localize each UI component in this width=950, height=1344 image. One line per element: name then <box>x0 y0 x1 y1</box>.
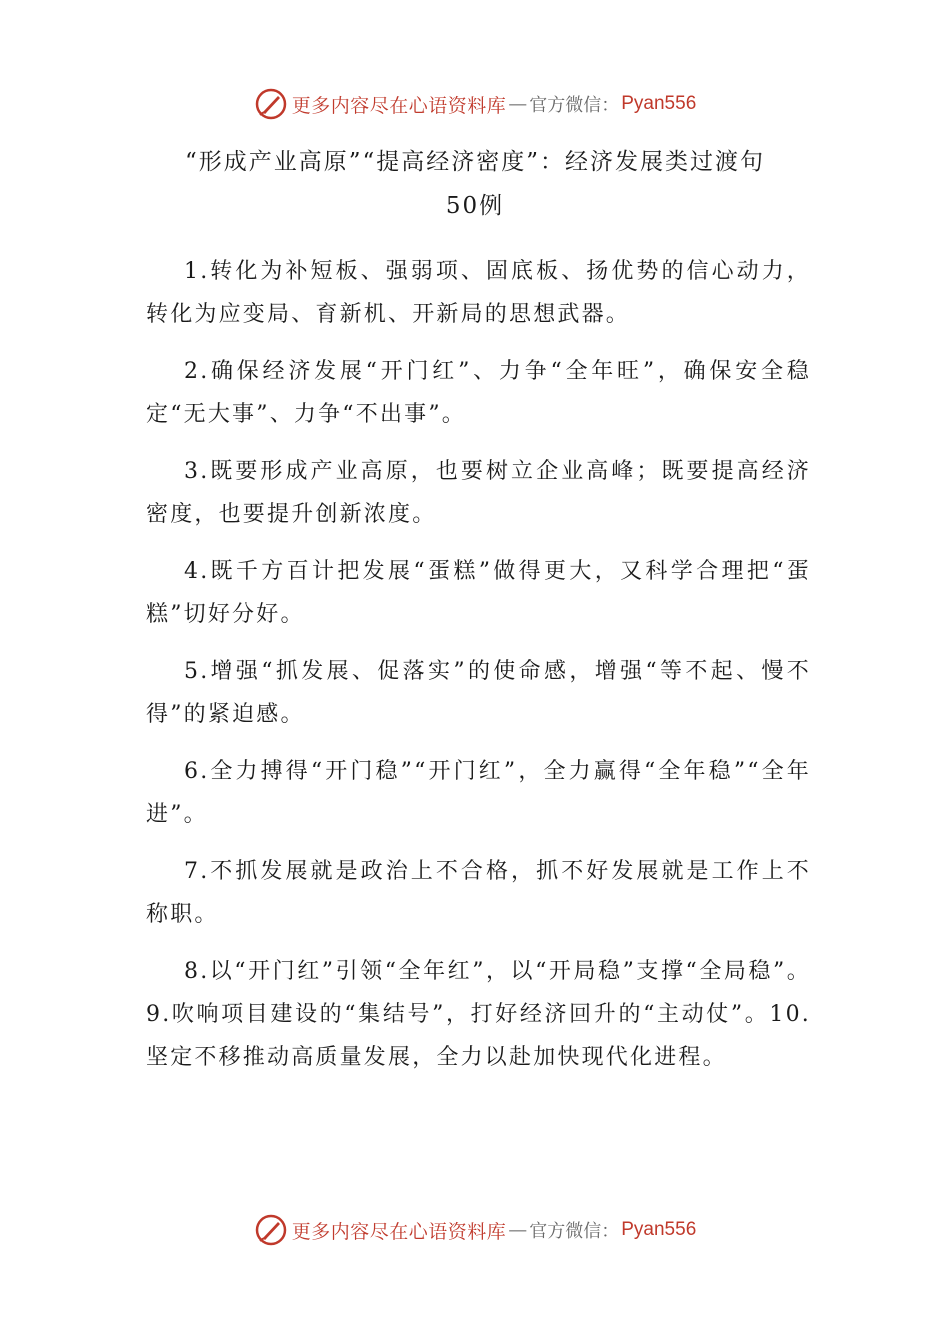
paragraph-6: 6.全力搏得“开门稳”“开门红”，全力赢得“全年稳”“全年进”。 <box>146 759 811 827</box>
paragraph-7: 7.不抓发展就是政治上不合格，抓不好发展就是工作上不称职。 <box>146 859 811 927</box>
paragraph-2: 2.确保经济发展“开门红”、力争“全年旺”，确保安全稳定“无大事”、力争“不出事”。 <box>146 359 811 427</box>
header-watermark <box>0 84 950 124</box>
watermark-wechat-id: Pyan556 <box>621 93 697 114</box>
title-line-1: “形成产业高原”“提高经济密度”：经济发展类过渡句 <box>184 149 766 175</box>
title-line-2: 50例 <box>445 193 505 219</box>
paragraph-3: 3.既要形成产业高原，也要树立企业高峰；既要提高经济密度，也要提升创新浓度。 <box>146 459 811 527</box>
watermark-wechat-id: Pyan556 <box>621 1219 697 1240</box>
watermark-separator: — <box>508 93 528 115</box>
quill-logo-icon <box>254 1213 288 1247</box>
watermark-separator: — <box>508 1219 528 1241</box>
paragraph-8: 8.以“开门红”引领“全年红”，以“开局稳”支撑“全局稳”。9.吹响项目建设的“集结号”，打好经济回升的“主动仗”。10.坚定不移推动高质量发展，全力以赴加快现代化进程。 <box>146 959 811 1070</box>
footer-watermark <box>0 1210 950 1250</box>
watermark-text: 更多内容尽在心语资料库 <box>291 1220 507 1243</box>
paragraph-4: 4.既千方百计把发展“蛋糕”做得更大，又科学合理把“蛋糕”切好分好。 <box>146 559 811 627</box>
paragraph-1: 1.转化为补短板、强弱项、固底板、扬优势的信心动力，转化为应变局、育新机、开新局的思想武器。 <box>146 259 811 327</box>
watermark-wechat-label: 官方微信： <box>529 1221 620 1242</box>
quill-logo-icon <box>254 87 288 121</box>
document-title <box>130 140 820 228</box>
watermark-text: 更多内容尽在心语资料库 <box>291 94 507 117</box>
paragraph-5: 5.增强“抓发展、促落实”的使命感，增强“等不起、慢不得”的紧迫感。 <box>146 659 811 727</box>
document-body <box>146 250 811 1093</box>
watermark-wechat-label: 官方微信： <box>529 95 620 116</box>
